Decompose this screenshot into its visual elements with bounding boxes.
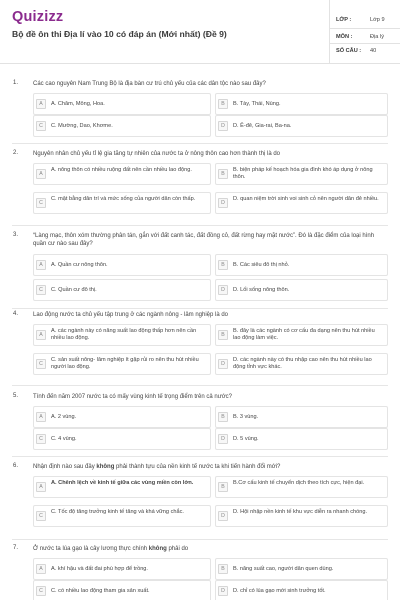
question-number: 5.: [13, 393, 19, 399]
option-letter-badge: B: [218, 330, 228, 340]
answer-option-d[interactable]: [215, 428, 388, 450]
answer-option-c[interactable]: [33, 279, 211, 301]
answer-option-c[interactable]: [33, 115, 211, 137]
option-text: D. Hội nhập nền kinh tế khu vực diễn ra nhanh chóng.: [233, 509, 368, 515]
option-letter-badge: A: [36, 169, 46, 179]
answer-option-b[interactable]: [215, 324, 388, 346]
question-divider: [12, 225, 388, 226]
answer-option-a[interactable]: [33, 163, 211, 185]
option-text: B. năng suất cao, người dân quen dùng.: [233, 566, 334, 572]
option-text: C. Mường, Dao, Khơme.: [51, 123, 113, 129]
option-letter-badge: C: [36, 285, 46, 295]
meta-value: Địa lý: [370, 34, 384, 40]
question-text-part: Nhận định nào sau đây: [33, 464, 97, 470]
option-letter-badge: C: [36, 434, 46, 444]
answer-option-b[interactable]: [215, 558, 388, 580]
option-text: A. các ngành này có năng suất lao động thấp hơn nên cần nhiều lao động.: [51, 328, 197, 342]
answer-option-a[interactable]: [33, 476, 211, 498]
meta-row-subject: [330, 30, 400, 44]
option-letter-badge: D: [218, 511, 228, 521]
answer-option-a[interactable]: [33, 93, 211, 115]
option-text: B. Các siêu đô thị nhỏ.: [233, 262, 290, 268]
option-letter-badge: B: [218, 169, 228, 179]
emphasis-text: không: [148, 546, 167, 552]
option-text: B. biện pháp kế hoạch hóa gia đình khó áp dụng ở nông thôn.: [233, 167, 373, 181]
answer-option-b[interactable]: [215, 254, 388, 276]
question-text-part: Ở nước ta lúa gạo là cây lương thực chính: [33, 546, 149, 552]
question-text-part: phải thành tựu của nền kinh tế nước ta khi tiến hành đổi mới?: [114, 464, 281, 470]
option-letter-badge: A: [36, 564, 46, 574]
option-letter-badge: B: [218, 412, 228, 422]
question-number: 4.: [13, 311, 19, 317]
worksheet-header: [0, 0, 400, 64]
answer-option-a[interactable]: [33, 406, 211, 428]
answer-option-d[interactable]: [215, 279, 388, 301]
option-text: C. Quần cư đô thị.: [51, 287, 97, 293]
option-text: B. Tày, Thái, Nùng.: [233, 101, 281, 107]
question-text: [33, 150, 378, 158]
question-text-part: “Làng mạc, thôn xóm thường phân tán, gắn với đất canh tác, đất đồng cỏ, đất rừng hay mặt nước”. Đó là đặc điểm của loại hình quần cư nào sau đây?: [33, 233, 375, 247]
answer-option-d[interactable]: [215, 505, 388, 527]
meta-divider: [330, 28, 400, 29]
meta-key: SỐ CÂU :: [336, 48, 362, 54]
question-text-part: phải do: [166, 546, 189, 552]
option-text: A. nông thôn có nhiều ruộng đất nên cần nhiều lao động.: [51, 167, 192, 173]
option-letter-badge: B: [218, 564, 228, 574]
option-letter-badge: B: [218, 482, 228, 492]
quizizz-logo: Quizizz: [12, 9, 64, 25]
option-letter-badge: B: [218, 260, 228, 270]
option-text: B. 3 vùng.: [233, 414, 259, 420]
option-letter-badge: A: [36, 482, 46, 492]
option-text: C. 4 vùng.: [51, 436, 77, 442]
answer-option-c[interactable]: [33, 428, 211, 450]
question-divider: [12, 308, 388, 309]
option-letter-badge: C: [36, 121, 46, 131]
option-letter-badge: C: [36, 586, 46, 596]
option-letter-badge: A: [36, 330, 46, 340]
answer-option-d[interactable]: [215, 115, 388, 137]
question-divider: [12, 456, 388, 457]
option-text: B.Cơ cấu kinh tế chuyển dịch theo tích cực, hiện đại.: [233, 480, 365, 486]
question-text-part: Lao động nước ta chủ yếu tập trung ở các ngành nông - lâm nghiệp là do: [33, 312, 229, 318]
option-letter-badge: D: [218, 359, 228, 369]
meta-row-count: [330, 44, 400, 58]
option-letter-badge: D: [218, 434, 228, 444]
answer-option-b[interactable]: [215, 163, 388, 185]
meta-value: Lớp 9: [370, 17, 385, 23]
option-letter-badge: D: [218, 285, 228, 295]
question-text: [33, 232, 378, 248]
option-letter-badge: A: [36, 260, 46, 270]
option-text: A. Chăm, Mông, Hoa.: [51, 101, 105, 107]
question-number: 2.: [13, 150, 19, 156]
question-divider: [12, 385, 388, 386]
question-number: 7.: [13, 545, 19, 551]
option-text: A. 2 vùng.: [51, 414, 77, 420]
page-title: Bộ đề ôn thi Địa lí vào 10 có đáp án (Mới nhất) (Đề 9): [12, 29, 227, 39]
option-text: A. Quần cư nông thôn.: [51, 262, 108, 268]
question-number: 1.: [13, 80, 19, 86]
answer-option-d[interactable]: [215, 353, 388, 375]
option-text: A. khí hậu và đất đai phù hợp để trồng.: [51, 566, 148, 572]
answer-option-d[interactable]: [215, 580, 388, 600]
option-letter-badge: C: [36, 359, 46, 369]
question-text: [33, 393, 378, 401]
option-letter-badge: D: [218, 586, 228, 596]
question-text: [33, 311, 378, 319]
question-text: [33, 80, 378, 88]
answer-option-a[interactable]: [33, 324, 211, 346]
meta-row-grade: [330, 13, 400, 27]
option-text: B. đây là các ngành có cơ cấu đa dạng nên thu hút nhiều lao động làm việc.: [233, 328, 375, 342]
answer-option-a[interactable]: [33, 254, 211, 276]
question-number: 6.: [13, 463, 19, 469]
question-text-part: Các cao nguyên Nam Trung Bộ là địa bàn cư trú chủ yếu của các dân tộc nào sau đây?: [33, 81, 266, 87]
question-number: 3.: [13, 232, 19, 238]
answer-option-b[interactable]: [215, 476, 388, 498]
option-text: C. có nhiều lao động tham gia sản xuất.: [51, 588, 150, 594]
answer-option-c[interactable]: [33, 505, 211, 527]
option-letter-badge: C: [36, 511, 46, 521]
question-divider: [12, 143, 388, 144]
answer-option-c[interactable]: [33, 353, 211, 375]
option-text: D. chỉ có lúa gạo mới sinh trưởng tốt.: [233, 588, 326, 594]
option-text: C. sản xuất nông- lâm nghiệp ít gặp rủi ro nên thu hút nhiều người lao động.: [51, 357, 199, 371]
option-letter-badge: B: [218, 99, 228, 109]
answer-option-b[interactable]: [215, 406, 388, 428]
option-letter-badge: C: [36, 198, 46, 208]
option-letter-badge: D: [218, 198, 228, 208]
question-text: [33, 545, 378, 553]
option-text: D. Ê-đê, Gia-rai, Ba-na.: [233, 123, 292, 129]
option-text: C. Tốc độ tăng trưởng kinh tế tăng và khá vững chắc.: [51, 509, 184, 515]
option-text: D. quan niệm trời sinh voi sinh cỏ nên người dân đẻ nhiều.: [233, 196, 379, 202]
option-text: D. Lối sống nông thôn.: [233, 287, 290, 293]
question-text: [33, 463, 378, 471]
option-text: D. 5 vùng.: [233, 436, 259, 442]
option-text: A. Chênh lệch về kinh tế giữa các vùng miền còn lớn.: [51, 480, 194, 486]
question-text-part: Nguyên nhân chủ yếu tỉ lệ gia tăng tự nhiên của nước ta ở nông thôn cao hơn thành thị là do: [33, 151, 281, 157]
meta-key: MÔN :: [336, 34, 353, 40]
answer-option-b[interactable]: [215, 93, 388, 115]
option-letter-badge: D: [218, 121, 228, 131]
option-letter-badge: A: [36, 412, 46, 422]
answer-option-d[interactable]: [215, 192, 388, 214]
answer-option-a[interactable]: [33, 558, 211, 580]
emphasis-text: không: [96, 464, 115, 470]
meta-value: 40: [370, 48, 377, 54]
question-divider: [12, 539, 388, 540]
meta-key: LỚP :: [336, 17, 352, 23]
answer-option-c[interactable]: [33, 580, 211, 600]
question-text-part: Tính đến năm 2007 nước ta có mấy vùng kinh tế trọng điểm trên cả nước?: [33, 394, 233, 400]
option-text: D. các ngành này có thu nhập cao nên thu hút nhiều lao động tỉnh vực khác.: [233, 357, 372, 371]
option-letter-badge: A: [36, 99, 46, 109]
option-text: C. mật bằng dân trí và mức sống của người dân còn thấp.: [51, 196, 196, 202]
answer-option-c[interactable]: [33, 192, 211, 214]
meta-panel: [329, 0, 400, 64]
